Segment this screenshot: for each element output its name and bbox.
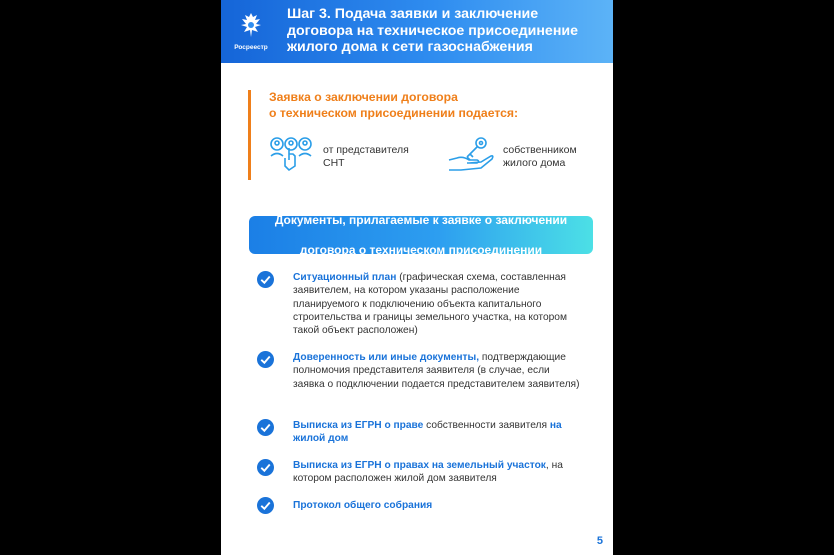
group-of-people-icon <box>267 136 317 172</box>
application-section <box>248 90 591 180</box>
page-title: Шаг 3. Подача заявки и заключение договора на техническое присоединение жилого дома к сети газоснабжения <box>287 6 579 55</box>
page-header <box>221 0 613 63</box>
applicant-snt-representative <box>267 136 427 172</box>
document-item-text: Выписка из ЕГРН о праве собственности заявителя на жилой дом <box>293 420 562 445</box>
check-circle-icon <box>257 459 274 476</box>
page-number: 5 <box>596 535 603 547</box>
document-item-text: Ситуационный план (графическая схема, составленная заявителем, на котором указаны расположение планируемого к подключению объекта капитального строительства и границы земельного участка, на котором такой объект расположен) <box>293 272 567 337</box>
rosreestr-logo <box>231 10 271 56</box>
key-in-hand-icon <box>447 136 497 172</box>
document-item-text: Протокол общего собрания <box>293 500 433 511</box>
applicant-house-owner <box>447 136 597 172</box>
check-circle-icon <box>257 271 274 288</box>
eagle-emblem-icon <box>236 10 266 40</box>
document-page <box>221 0 613 555</box>
document-item-text: Выписка из ЕГРН о правах на земельный участок, на котором расположен жилой дом заявителя <box>293 460 563 485</box>
document-item-text: Доверенность или иные документы, подтверждающие полномочия представителя заявителя (в случае, если заявка о подключении подается представителем заявителя) <box>293 352 580 390</box>
applicant-snt-text: от представителя СНТ <box>323 144 409 169</box>
application-title: Заявка о заключении договора о техническом присоединении подается: <box>269 90 519 120</box>
documents-banner: Документы, прилагаемые к заявке о заключении договора о техническом присоединении <box>249 216 593 254</box>
check-circle-icon <box>257 419 274 436</box>
check-circle-icon <box>257 351 274 368</box>
logo-text: Росреестр <box>234 44 268 51</box>
applicant-owner-text: собственником жилого дома <box>503 144 577 169</box>
check-circle-icon <box>257 497 274 514</box>
